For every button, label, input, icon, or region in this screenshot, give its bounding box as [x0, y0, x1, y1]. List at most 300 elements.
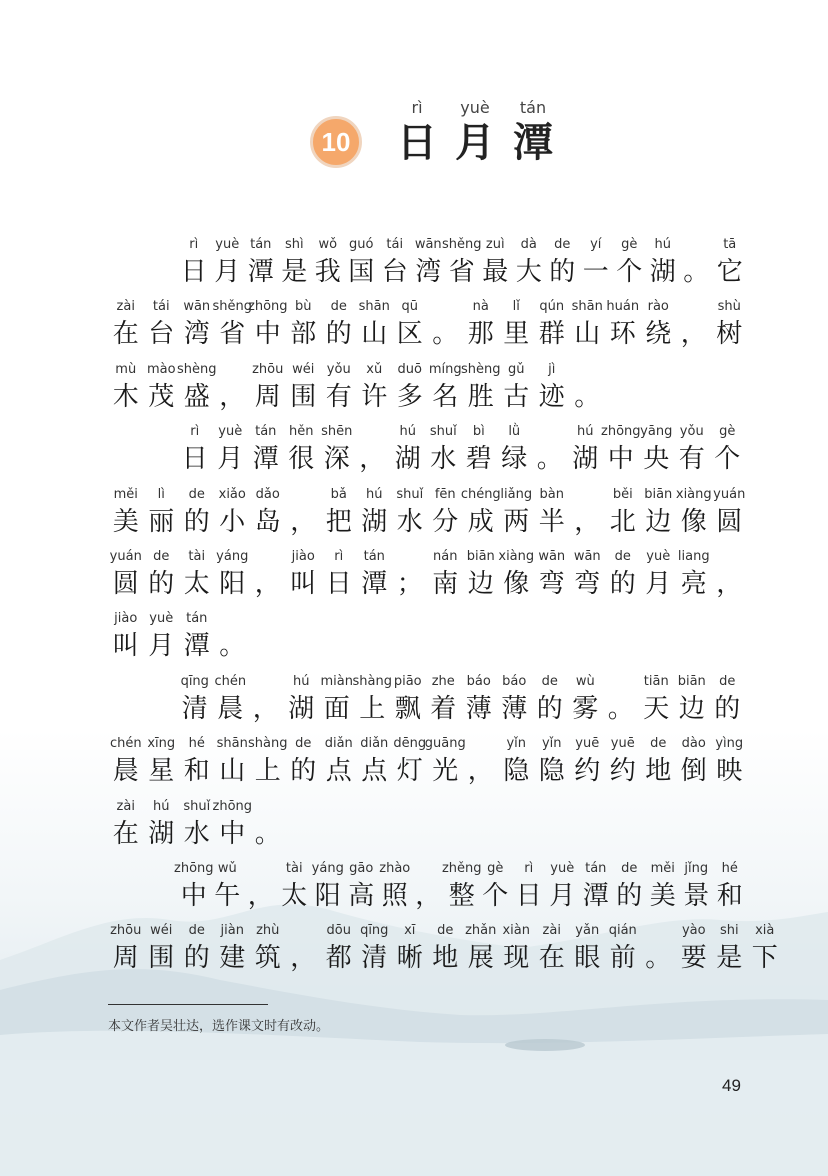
- pinyin: shàng: [248, 736, 288, 752]
- ruby-char: [428, 548, 464, 602]
- hanzi: 。: [254, 818, 281, 849]
- hanzi: 个: [714, 444, 741, 475]
- pinyin: wān: [414, 237, 442, 252]
- hanzi: 。: [645, 943, 672, 974]
- lesson-title: [388, 96, 562, 166]
- hanzi: 美: [112, 506, 139, 537]
- ruby-char: [177, 673, 213, 727]
- pinyin: hú: [399, 424, 416, 440]
- ruby-char: [215, 548, 251, 602]
- ruby-char: [311, 860, 345, 914]
- hanzi: ，: [574, 506, 601, 537]
- ruby-char: [534, 361, 570, 415]
- ruby-char: [463, 735, 499, 789]
- text-line: [108, 486, 747, 540]
- hanzi: 小: [219, 506, 246, 537]
- hanzi: ，: [219, 381, 246, 412]
- ruby-char: [179, 735, 215, 789]
- ruby-char: [286, 486, 322, 540]
- pinyin: guāng: [424, 736, 466, 752]
- hanzi: 清: [361, 943, 388, 974]
- ruby-char: [712, 735, 748, 789]
- pinyin: [215, 361, 251, 379]
- ruby-char: [215, 361, 251, 415]
- ruby-char: [179, 298, 215, 352]
- pinyin: liǎng: [500, 486, 533, 502]
- ruby-char: [680, 236, 714, 290]
- pinyin: míng: [428, 361, 462, 377]
- pinyin: rì: [524, 861, 534, 876]
- hanzi: 潭: [582, 881, 609, 911]
- hanzi: 很: [288, 444, 315, 475]
- hanzi: 薄: [465, 693, 492, 724]
- pinyin: qīng: [180, 673, 209, 689]
- hanzi: 边: [645, 506, 672, 537]
- ruby-char: [286, 548, 322, 602]
- ruby-char: [211, 236, 245, 290]
- ruby-char: [357, 298, 393, 352]
- hanzi: 点: [325, 756, 352, 787]
- hanzi: 天: [643, 693, 670, 724]
- pinyin: shì: [284, 237, 304, 252]
- pinyin: jǐng: [684, 861, 709, 876]
- hanzi: ，: [680, 319, 707, 350]
- pinyin: nà: [472, 299, 489, 315]
- hanzi: 它: [716, 257, 743, 287]
- ruby-char: [570, 486, 606, 540]
- lesson-header: [0, 96, 828, 176]
- hanzi: 隐: [538, 756, 565, 787]
- ruby-char: [639, 423, 675, 477]
- hanzi: 和: [716, 881, 743, 911]
- ruby-char: [646, 236, 680, 290]
- hanzi: 筑: [254, 943, 281, 974]
- pinyin: qīng: [360, 923, 389, 939]
- ruby-char: [286, 361, 322, 415]
- pinyin: yí: [590, 237, 602, 252]
- hanzi: 雾: [572, 693, 599, 724]
- ruby-char: [321, 298, 357, 352]
- pinyin: [532, 423, 568, 441]
- title-char: [504, 96, 562, 166]
- hanzi: 的: [325, 319, 352, 350]
- pinyin: měi: [113, 486, 138, 502]
- hanzi: 许: [361, 381, 388, 412]
- pinyin: báo: [466, 673, 491, 689]
- ruby-char: [211, 860, 245, 914]
- ruby-char: [646, 860, 680, 914]
- ruby-char: [392, 922, 428, 976]
- hanzi: 叫: [112, 631, 139, 662]
- hanzi: 月: [645, 569, 672, 599]
- hanzi: 潭: [361, 569, 388, 599]
- hanzi: 分: [432, 506, 459, 537]
- pinyin: tái: [386, 237, 404, 252]
- ruby-char: [392, 298, 428, 352]
- ruby-char: [424, 735, 466, 789]
- ruby-char: [174, 860, 214, 914]
- hanzi: 湖: [394, 444, 421, 475]
- pinyin: shèng: [461, 361, 501, 377]
- ruby-char: [144, 798, 180, 852]
- ruby-char: [641, 735, 677, 789]
- ruby-char: [392, 735, 428, 789]
- pinyin: miàn: [320, 673, 353, 689]
- ruby-char: [357, 922, 393, 976]
- pinyin: shèng: [177, 361, 217, 377]
- ruby-char: [713, 860, 747, 914]
- ruby-char: [676, 486, 712, 540]
- pinyin: tán: [250, 237, 272, 252]
- pinyin: hú: [366, 486, 383, 502]
- pinyin: yǐn: [506, 736, 527, 752]
- pinyin: nán: [433, 549, 458, 564]
- ruby-char: [179, 922, 215, 976]
- pinyin: yáng: [311, 861, 344, 876]
- ruby-char: [512, 236, 546, 290]
- ruby-char: [345, 860, 379, 914]
- hanzi: 里: [503, 319, 530, 350]
- hanzi: 中: [219, 818, 246, 849]
- hanzi: 像: [680, 506, 707, 537]
- ruby-char: [712, 298, 748, 352]
- hanzi: 把: [325, 506, 352, 537]
- hanzi: 弯: [574, 569, 601, 599]
- title-hanzi: 潭: [513, 119, 553, 166]
- pinyin: duō: [397, 361, 422, 377]
- hanzi: 湖: [288, 693, 315, 724]
- hanzi: 星: [148, 756, 175, 787]
- hanzi: 省: [219, 319, 246, 350]
- pinyin: gè: [487, 861, 504, 876]
- ruby-char: [177, 423, 213, 477]
- ruby-char: [179, 361, 215, 415]
- pinyin: [250, 798, 286, 816]
- ruby-char: [286, 735, 322, 789]
- ruby-char: [321, 361, 357, 415]
- ruby-char: [250, 735, 286, 789]
- hanzi: 展: [467, 943, 494, 974]
- ruby-char: [568, 673, 604, 727]
- ruby-char: [426, 423, 462, 477]
- hanzi: 晨: [217, 693, 244, 724]
- ruby-char: [250, 922, 286, 976]
- ruby-char: [512, 860, 546, 914]
- pinyin: tán: [186, 611, 208, 627]
- pinyin: liang: [677, 549, 710, 564]
- ruby-char: [179, 486, 215, 540]
- ruby-char: [641, 486, 677, 540]
- pinyin: de: [437, 923, 454, 939]
- pinyin: wéi: [292, 361, 315, 377]
- ruby-char: [579, 860, 613, 914]
- hanzi: 晰: [396, 943, 423, 974]
- ruby-char: [428, 298, 464, 352]
- hanzi: 上: [359, 693, 386, 724]
- hanzi: 圆: [112, 569, 139, 599]
- hanzi: 亮: [680, 569, 707, 599]
- hanzi: 个: [616, 257, 643, 287]
- hanzi: ，: [716, 569, 743, 599]
- text-line: [177, 236, 747, 290]
- pinyin: de: [188, 923, 205, 939]
- pinyin: hěn: [289, 424, 314, 440]
- hanzi: 碧: [465, 444, 492, 475]
- pinyin: zài: [116, 798, 135, 814]
- hanzi: 飘: [394, 693, 421, 724]
- hanzi: 高: [348, 881, 375, 911]
- pinyin: wéi: [150, 923, 173, 939]
- hanzi: 灯: [396, 756, 423, 787]
- hanzi: 圆: [716, 506, 743, 537]
- ruby-char: [532, 673, 568, 727]
- title-hanzi: 日: [397, 119, 437, 166]
- ruby-char: [499, 922, 535, 976]
- pinyin: yuè: [550, 861, 575, 876]
- ruby-char: [499, 361, 535, 415]
- hanzi: 的: [290, 756, 317, 787]
- pinyin: shuǐ: [183, 798, 211, 814]
- pinyin: hú: [654, 237, 671, 252]
- ruby-char: [532, 423, 568, 477]
- hanzi: 日: [325, 569, 352, 599]
- hanzi: 约: [609, 756, 636, 787]
- ruby-char: [108, 361, 144, 415]
- hanzi: 的: [549, 257, 576, 287]
- pinyin: huán: [606, 299, 640, 315]
- hanzi: 月: [217, 444, 244, 475]
- hanzi: 茂: [148, 381, 175, 412]
- text-line: [174, 860, 747, 914]
- pinyin: yāng: [640, 424, 673, 440]
- ruby-char: [215, 735, 251, 789]
- ruby-char: [278, 860, 312, 914]
- pinyin: bù: [295, 299, 312, 315]
- pinyin: de: [153, 549, 170, 564]
- pinyin: [244, 860, 278, 878]
- ruby-char: [248, 423, 284, 477]
- pinyin: běi: [612, 486, 633, 502]
- pinyin: gǔ: [508, 361, 525, 377]
- pinyin: zhōng: [212, 798, 253, 814]
- hanzi: 月: [148, 631, 175, 662]
- pinyin: yǒu: [326, 361, 351, 377]
- hanzi: 盛: [183, 381, 210, 412]
- title-char: [446, 96, 504, 166]
- pinyin: zhào: [379, 861, 411, 876]
- ruby-char: [568, 423, 604, 477]
- hanzi: 名: [432, 381, 459, 412]
- ruby-char: [534, 298, 570, 352]
- pinyin: [286, 486, 322, 504]
- hanzi: 太: [183, 569, 210, 599]
- ruby-char: [428, 486, 464, 540]
- pinyin: báo: [502, 673, 527, 689]
- ruby-char: [286, 298, 322, 352]
- pinyin: biān: [644, 486, 673, 502]
- ruby-char: [213, 673, 249, 727]
- hanzi: 深: [323, 444, 350, 475]
- hanzi: 多: [396, 381, 423, 412]
- pinyin: xiàn: [502, 923, 530, 939]
- ruby-char: [499, 298, 535, 352]
- hanzi: 要: [680, 943, 707, 974]
- ruby-char: [713, 236, 747, 290]
- pinyin: wǔ: [217, 861, 237, 876]
- ruby-char: [108, 922, 144, 976]
- hanzi: 央: [643, 444, 670, 475]
- ruby-char: [570, 548, 606, 602]
- pinyin: shàng: [352, 673, 392, 689]
- ruby-char: [603, 673, 639, 727]
- pinyin: [428, 298, 464, 316]
- ruby-char: [570, 361, 606, 415]
- pinyin: de: [554, 237, 571, 252]
- pinyin: jì: [548, 361, 556, 377]
- hanzi: 的: [148, 569, 175, 599]
- pinyin: wù: [575, 673, 595, 689]
- pinyin: yǎn: [575, 923, 600, 939]
- ruby-char: [499, 735, 535, 789]
- hanzi: 木: [112, 381, 139, 412]
- pinyin: qū: [401, 299, 418, 315]
- ruby-char: [605, 922, 641, 976]
- ruby-char: [605, 735, 641, 789]
- pinyin: tán: [363, 549, 385, 564]
- pinyin: xǔ: [366, 361, 383, 377]
- pinyin: dēng: [393, 736, 427, 752]
- pinyin: [392, 548, 428, 566]
- text-line: [108, 610, 250, 664]
- pinyin: xiǎo: [218, 486, 246, 502]
- pinyin: yuē: [575, 736, 600, 752]
- text-line: [108, 798, 286, 852]
- pinyin: gāo: [349, 861, 374, 876]
- ruby-char: [712, 548, 748, 602]
- ruby-char: [179, 610, 215, 664]
- ruby-char: [712, 486, 748, 540]
- pinyin: wān: [573, 549, 601, 564]
- pinyin: zhōng: [174, 861, 214, 876]
- ruby-char: [321, 735, 357, 789]
- ruby-char: [497, 673, 533, 727]
- hanzi: 丽: [148, 506, 175, 537]
- ruby-char: [613, 860, 647, 914]
- pinyin: bǎ: [330, 486, 347, 502]
- ruby-char: [499, 486, 535, 540]
- ruby-char: [284, 673, 320, 727]
- hanzi: 和: [183, 756, 210, 787]
- hanzi: 水: [396, 506, 423, 537]
- pinyin: rì: [334, 549, 344, 564]
- ruby-char: [390, 423, 426, 477]
- hanzi: 薄: [501, 693, 528, 724]
- ruby-char: [250, 548, 286, 602]
- ruby-char: [321, 922, 357, 976]
- ruby-char: [321, 548, 357, 602]
- hanzi: ，: [467, 756, 494, 787]
- ruby-char: [412, 860, 446, 914]
- ruby-char: [108, 548, 144, 602]
- pinyin: yìng: [715, 736, 744, 752]
- ruby-char: [463, 922, 499, 976]
- hanzi: 南: [432, 569, 459, 599]
- hanzi: 弯: [538, 569, 565, 599]
- hanzi: 山: [219, 756, 246, 787]
- hanzi: 建: [219, 943, 246, 974]
- pinyin: guó: [349, 237, 374, 252]
- title-pinyin: yuè: [460, 98, 490, 117]
- hanzi: 岛: [254, 506, 281, 537]
- pinyin: shān: [216, 736, 248, 752]
- ruby-char: [144, 922, 180, 976]
- hanzi: 环: [609, 319, 636, 350]
- ruby-char: [244, 236, 278, 290]
- hanzi: 国: [348, 257, 375, 287]
- hanzi: 午: [214, 881, 241, 911]
- hanzi: 周: [112, 943, 139, 974]
- hanzi: 倒: [680, 756, 707, 787]
- pinyin: yuán: [109, 549, 142, 564]
- hanzi: 阳: [314, 881, 341, 911]
- pinyin: zhōu: [110, 923, 142, 939]
- pinyin: jiàn: [220, 923, 244, 939]
- pinyin: xià: [755, 923, 775, 939]
- pinyin: yáng: [216, 549, 249, 564]
- ruby-char: [747, 922, 783, 976]
- ruby-char: [676, 922, 712, 976]
- ruby-char: [674, 673, 710, 727]
- hanzi: 是: [281, 257, 308, 287]
- hanzi: 湾: [183, 319, 210, 350]
- ruby-char: [357, 548, 393, 602]
- ruby-char: [710, 423, 746, 477]
- ruby-char: [546, 236, 580, 290]
- ruby-char: [534, 922, 570, 976]
- pinyin: hú: [293, 673, 310, 689]
- hanzi: 台: [148, 319, 175, 350]
- ruby-char: [319, 673, 355, 727]
- ruby-char: [546, 860, 580, 914]
- pinyin: de: [719, 673, 736, 689]
- pinyin: tán: [255, 424, 277, 440]
- pinyin: hé: [721, 861, 738, 876]
- pinyin: [676, 298, 712, 316]
- page-number: 49: [722, 1076, 741, 1095]
- pinyin: shěng: [442, 237, 482, 252]
- hanzi: 地: [645, 756, 672, 787]
- pinyin: wān: [538, 549, 566, 564]
- pinyin: [570, 361, 606, 379]
- ruby-char: [570, 735, 606, 789]
- ruby-char: [534, 548, 570, 602]
- ruby-char: [278, 236, 312, 290]
- hanzi: 日: [181, 444, 208, 475]
- pinyin: piāo: [393, 673, 422, 689]
- hanzi: 在: [112, 319, 139, 350]
- pinyin: de: [650, 736, 667, 752]
- pinyin: lì: [157, 486, 165, 502]
- hanzi: 映: [716, 756, 743, 787]
- pinyin: de: [621, 861, 638, 876]
- ruby-char: [357, 735, 393, 789]
- pinyin: tā: [723, 237, 737, 252]
- hanzi: 的: [183, 506, 210, 537]
- hanzi: 前: [609, 943, 636, 974]
- hanzi: 太: [281, 881, 308, 911]
- ruby-char: [357, 486, 393, 540]
- pinyin: biān: [466, 549, 495, 564]
